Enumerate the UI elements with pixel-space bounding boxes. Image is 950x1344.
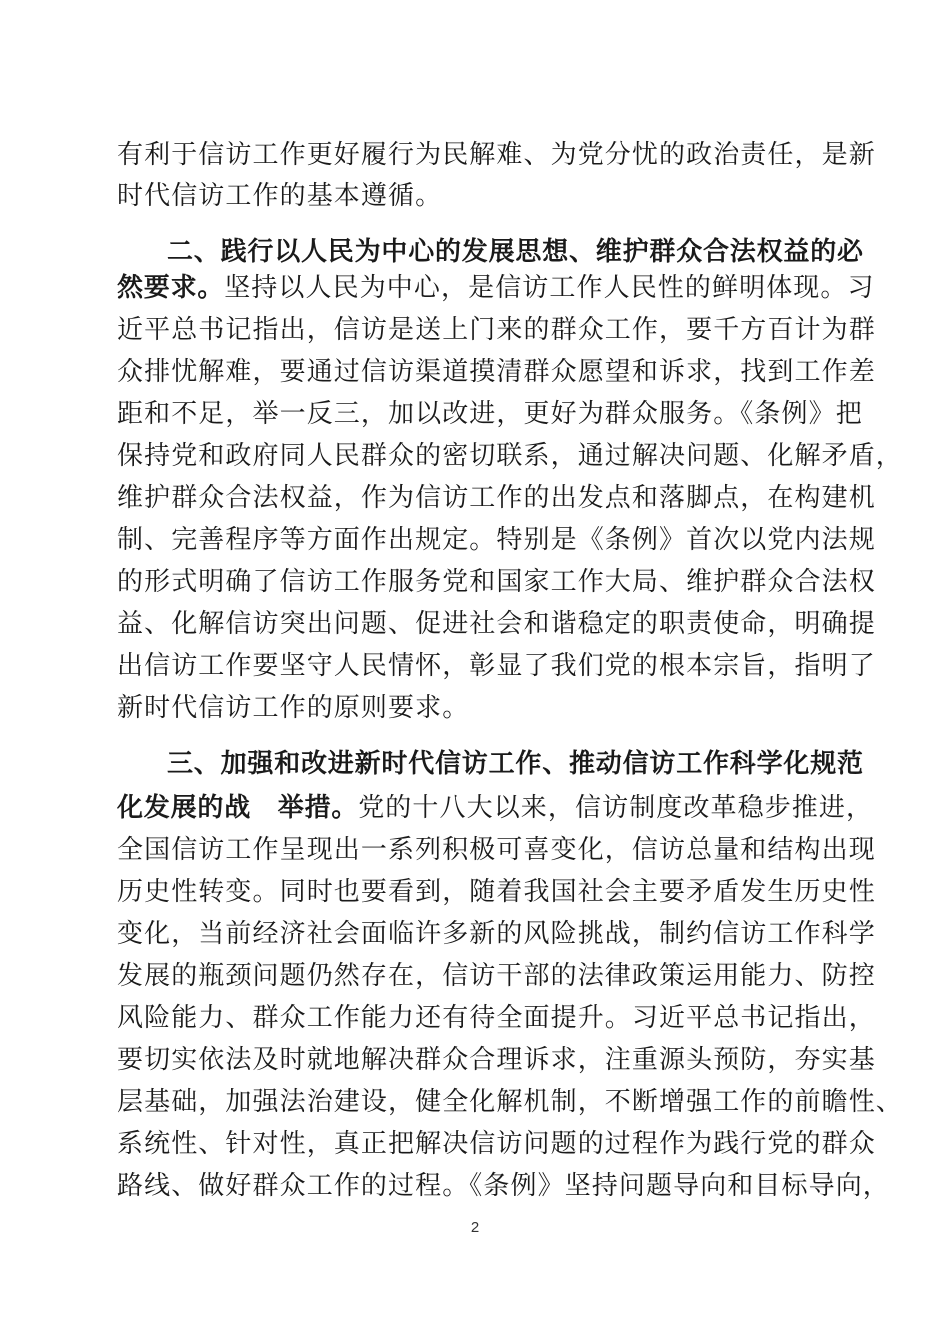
paragraph-text: 新时代信访工作的原则要求。: [117, 693, 470, 723]
text-line: [117, 564, 876, 600]
paragraph-text: 要切实依法及时就地解决群众合理诉求，注重源头预防，夯实基: [117, 1045, 876, 1075]
paragraph-text: 全国信访工作呈现出一系列积极可喜变化，信访总量和结构出现: [117, 835, 876, 865]
text-line: [117, 270, 875, 306]
paragraph-text: 有利于信访工作更好履行为民解难、为党分忧的政治责任，是新: [117, 140, 876, 170]
text-line: [117, 178, 837, 214]
text-line: [117, 1084, 903, 1120]
paragraph-text: 层基础，加强法治建设，健全化解机制，不断增强工作的前瞻性、: [117, 1087, 903, 1117]
paragraph-text: 制、完善程序等方面作出规定。特别是《条例》首次以党内法规: [117, 525, 876, 555]
text-line: [117, 1126, 876, 1162]
text-line: [117, 916, 876, 952]
text-line: [117, 1000, 876, 1036]
paragraph-text: 保持党和政府同人民群众的密切联系，通过解决问题、化解矛盾，: [117, 441, 903, 471]
text-line: [117, 522, 876, 558]
text-line: [117, 832, 876, 868]
text-line: [167, 746, 864, 782]
text-line: [117, 606, 876, 642]
text-line: [117, 1168, 890, 1204]
paragraph-text: 众排忧解难，要通过信访渠道摸清群众愿望和诉求，找到工作差: [117, 357, 876, 387]
paragraph-text: 近平总书记指出，信访是送上门来的群众工作，要千方百计为群: [117, 315, 876, 345]
text-line: [117, 396, 863, 432]
paragraph-text: 益、化解信访突出问题、促进社会和谐稳定的职责使命，明确提: [117, 609, 876, 639]
section-heading: 三、加强和改进新时代信访工作、推动信访工作科学化规范: [167, 749, 864, 779]
paragraph-text: 出信访工作要坚守人民情怀，彰显了我们党的根本宗旨，指明了: [117, 651, 876, 681]
paragraph-text: 时代信访工作的基本遵循。: [117, 181, 443, 211]
text-line: [117, 137, 876, 173]
text-line: [117, 438, 903, 474]
paragraph-text: 距和不足，举一反三，加以改进，更好为群众服务。《条例》把: [117, 399, 863, 429]
text-line: [167, 234, 864, 270]
paragraph-text: 党的十八大以来，信访制度改革稳步推进，: [358, 793, 874, 823]
text-line: [117, 480, 876, 516]
paragraph-text: 历史性转变。同时也要看到，随着我国社会主要矛盾发生历史性: [117, 877, 876, 907]
paragraph-text: 风险能力、群众工作能力还有待全面提升。习近平总书记指出，: [117, 1003, 876, 1033]
section-heading: 化发展的战 举措。: [117, 793, 359, 823]
paragraph-text: 发展的瓶颈问题仍然存在，信访干部的法律政策运用能力、防控: [117, 961, 876, 991]
paragraph-text: 维护群众合法权益，作为信访工作的出发点和落脚点，在构建机: [117, 483, 876, 513]
text-line: [117, 790, 874, 826]
text-line: [117, 690, 837, 726]
text-line: [117, 958, 876, 994]
text-line: [117, 354, 876, 390]
paragraph-text: 变化，当前经济社会面临许多新的风险挑战，制约信访工作科学: [117, 919, 876, 949]
section-heading: 然要求。: [117, 273, 225, 303]
page-number: 2: [470, 1219, 480, 1236]
text-line: [117, 648, 876, 684]
paragraph-text: 系统性、针对性，真正把解决信访问题的过程作为践行党的群众: [117, 1129, 876, 1159]
section-heading: 二、践行以人民为中心的发展思想、维护群众合法权益的必: [167, 237, 864, 267]
paragraph-text: 路线、做好群众工作的过程。《条例》坚持问题导向和目标导向，: [117, 1171, 890, 1201]
text-line: [117, 874, 876, 910]
text-line: [117, 312, 876, 348]
paragraph-text: 坚持以人民为中心，是信访工作人民性的鲜明体现。习: [224, 273, 875, 303]
paragraph-text: 的形式明确了信访工作服务党和国家工作大局、维护群众合法权: [117, 567, 876, 597]
text-line: [117, 1042, 876, 1078]
